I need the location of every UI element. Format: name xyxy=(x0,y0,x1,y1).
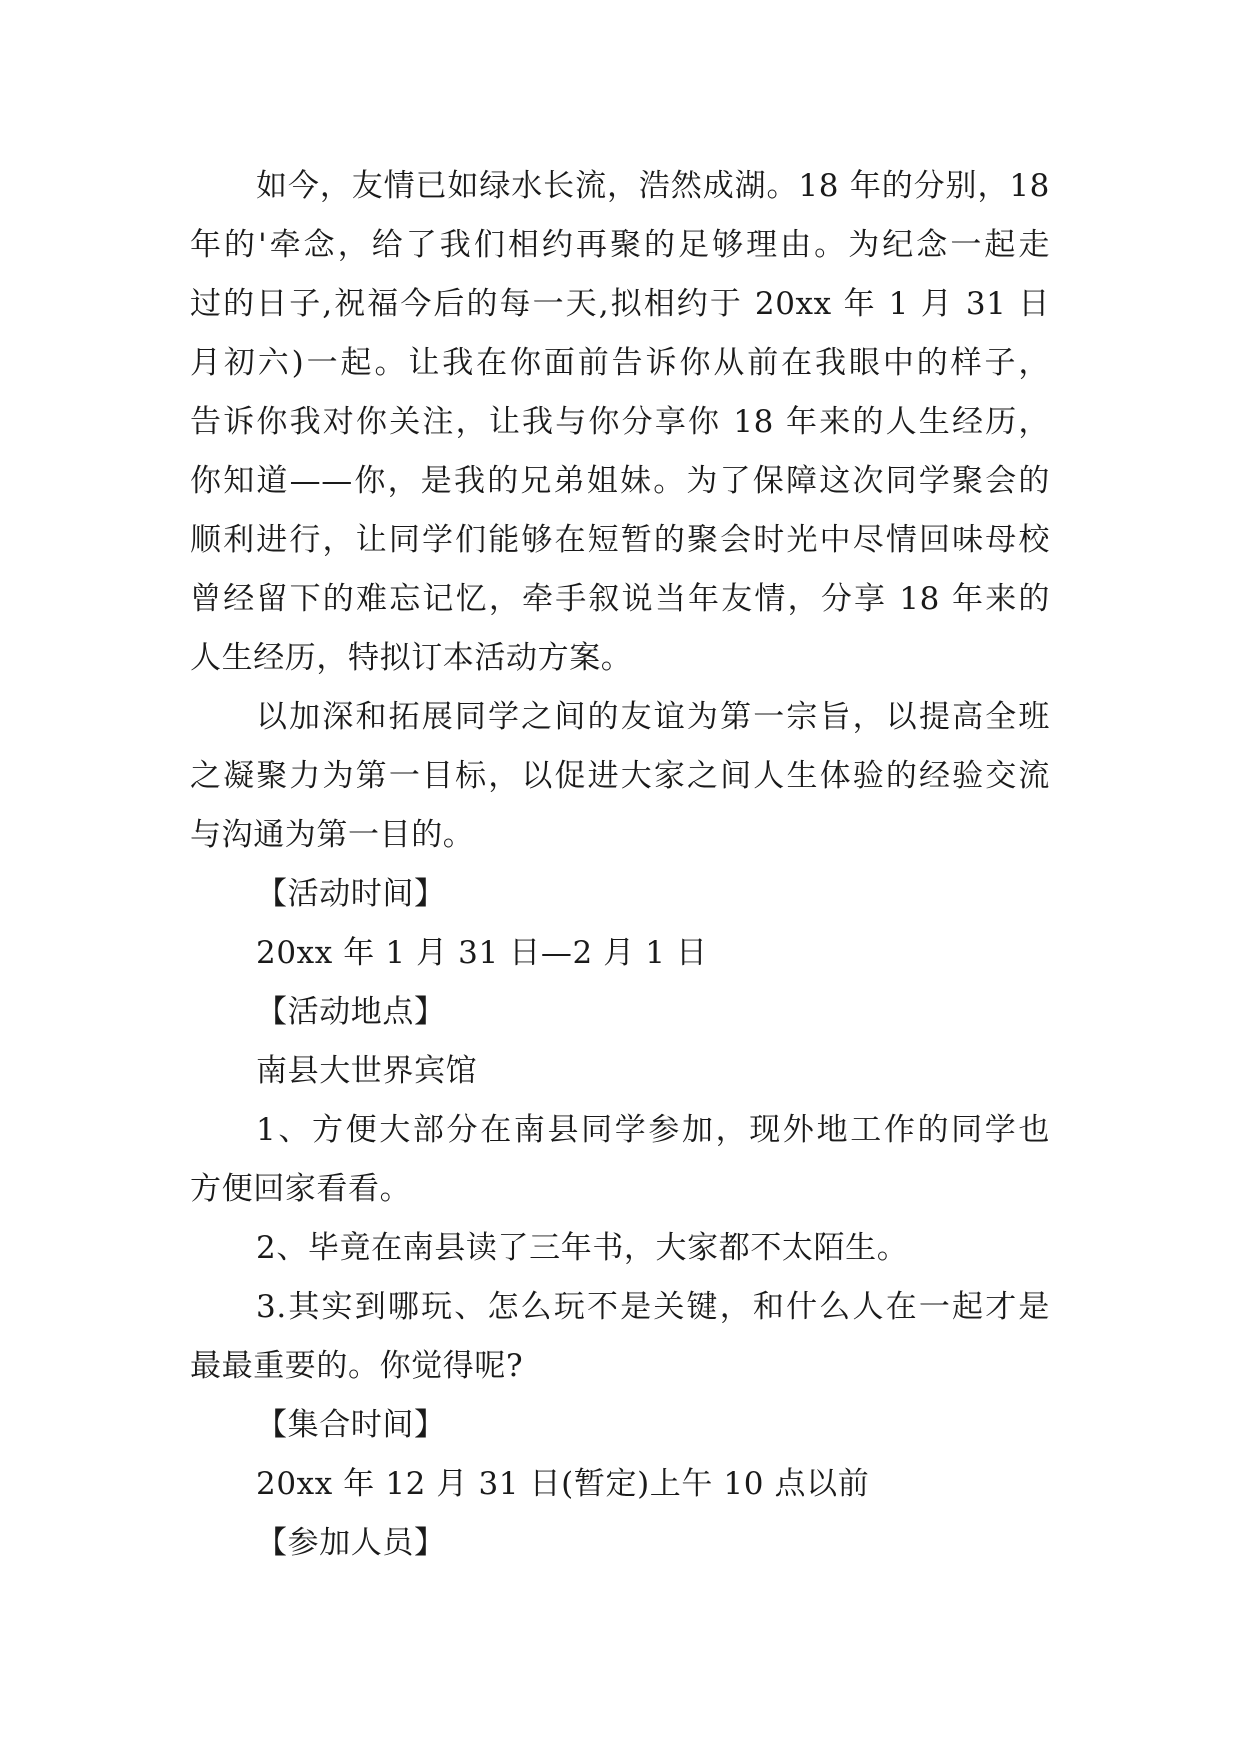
text-line: 之凝聚力为第一目标，以促进大家之间人生体验的经验交流 xyxy=(190,758,1050,794)
text-line: 如今，友情已如绿水长流，浩然成湖。18 年的分别，18 xyxy=(256,168,1050,204)
text-line: 【参加人员】 xyxy=(256,1525,446,1561)
text-line: 顺利进行，让同学们能够在短暂的聚会时光中尽情回味母校 xyxy=(190,522,1050,558)
text-line: 告诉你我对你关注，让我与你分享你 18 年来的人生经历， xyxy=(190,404,1050,440)
text-line: 南县大世界宾馆 xyxy=(256,1053,478,1089)
text-line: 月初六)一起。让我在你面前告诉你从前在我眼中的样子， xyxy=(190,345,1050,381)
text-line: 最最重要的。你觉得呢? xyxy=(190,1348,524,1384)
text-line: 【活动时间】 xyxy=(256,876,446,912)
text-line: 方便回家看看。 xyxy=(190,1171,412,1207)
text-line: 20xx 年 12 月 31 日(暂定)上午 10 点以前 xyxy=(256,1466,870,1502)
text-line: 1、方便大部分在南县同学参加，现外地工作的同学也 xyxy=(256,1112,1050,1148)
text-line: 人生经历，特拟订本活动方案。 xyxy=(190,640,633,676)
text-line: 3.其实到哪玩、怎么玩不是关键，和什么人在一起才是 xyxy=(256,1289,1050,1325)
text-line: 【集合时间】 xyxy=(256,1407,446,1443)
text-line: 以加深和拓展同学之间的友谊为第一宗旨，以提高全班 xyxy=(256,699,1050,735)
text-line: 与沟通为第一目的。 xyxy=(190,817,475,853)
text-line: 过的日子,祝福今后的每一天,拟相约于 20xx 年 1 月 31 日 xyxy=(190,286,1050,322)
text-line: 年的'牵念，给了我们相约再聚的足够理由。为纪念一起走 xyxy=(190,227,1050,263)
text-line: 你知道——你，是我的兄弟姐妹。为了保障这次同学聚会的 xyxy=(190,463,1050,499)
text-line: 【活动地点】 xyxy=(256,994,446,1030)
text-line: 曾经留下的难忘记忆，牵手叙说当年友情，分享 18 年来的 xyxy=(190,581,1050,617)
document-body xyxy=(190,157,1050,1573)
text-line: 2、毕竟在南县读了三年书，大家都不太陌生。 xyxy=(256,1230,909,1266)
text-line: 20xx 年 1 月 31 日—2 月 1 日 xyxy=(256,935,708,971)
